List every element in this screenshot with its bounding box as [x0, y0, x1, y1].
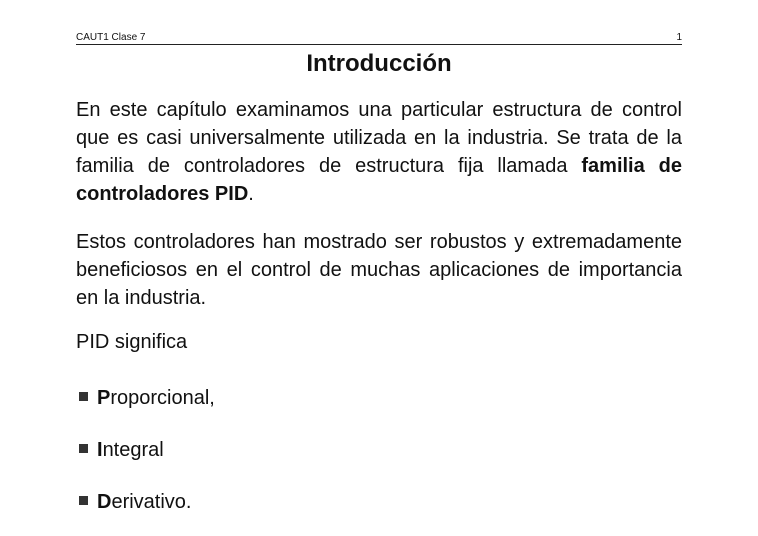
list-item-rest: roporcional,: [110, 387, 215, 409]
list-item-integral: [76, 436, 164, 464]
pid-meaning-paragraph: PID significa: [76, 331, 188, 353]
list-item-rest: ntegral: [102, 439, 164, 461]
list-item-initial: D: [97, 491, 112, 513]
bullet-square-icon: [79, 496, 88, 505]
page-number: 1: [676, 32, 682, 43]
intro-period: .: [248, 183, 254, 205]
intro-paragraph: [76, 96, 682, 208]
list-item-proporcional: [76, 384, 215, 412]
header-divider: [76, 44, 682, 45]
list-item-derivativo: [76, 488, 191, 516]
page-header: [76, 31, 682, 44]
robustness-paragraph: Estos controladores han mostrado ser robustos y extremadamente beneficiosos en el control de muchas aplicaciones de importancia en la industria.: [76, 231, 682, 309]
list-item-rest: erivativo.: [111, 491, 192, 513]
list-item-initial: I: [97, 439, 103, 461]
bullet-square-icon: [79, 444, 88, 453]
intro-text: En este capítulo examinamos una particular estructura de control que es casi universalmente utilizada en la industria. Se trata de la familia de controladores de estructura fija llamada: [76, 99, 682, 177]
course-label: CAUT1 Clase 7: [76, 32, 146, 43]
intro-bold-term: familia de controladores PID: [76, 155, 682, 205]
slide-title: Introducción: [306, 50, 452, 77]
list-item-initial: P: [97, 387, 111, 409]
bullet-square-icon: [79, 392, 88, 401]
